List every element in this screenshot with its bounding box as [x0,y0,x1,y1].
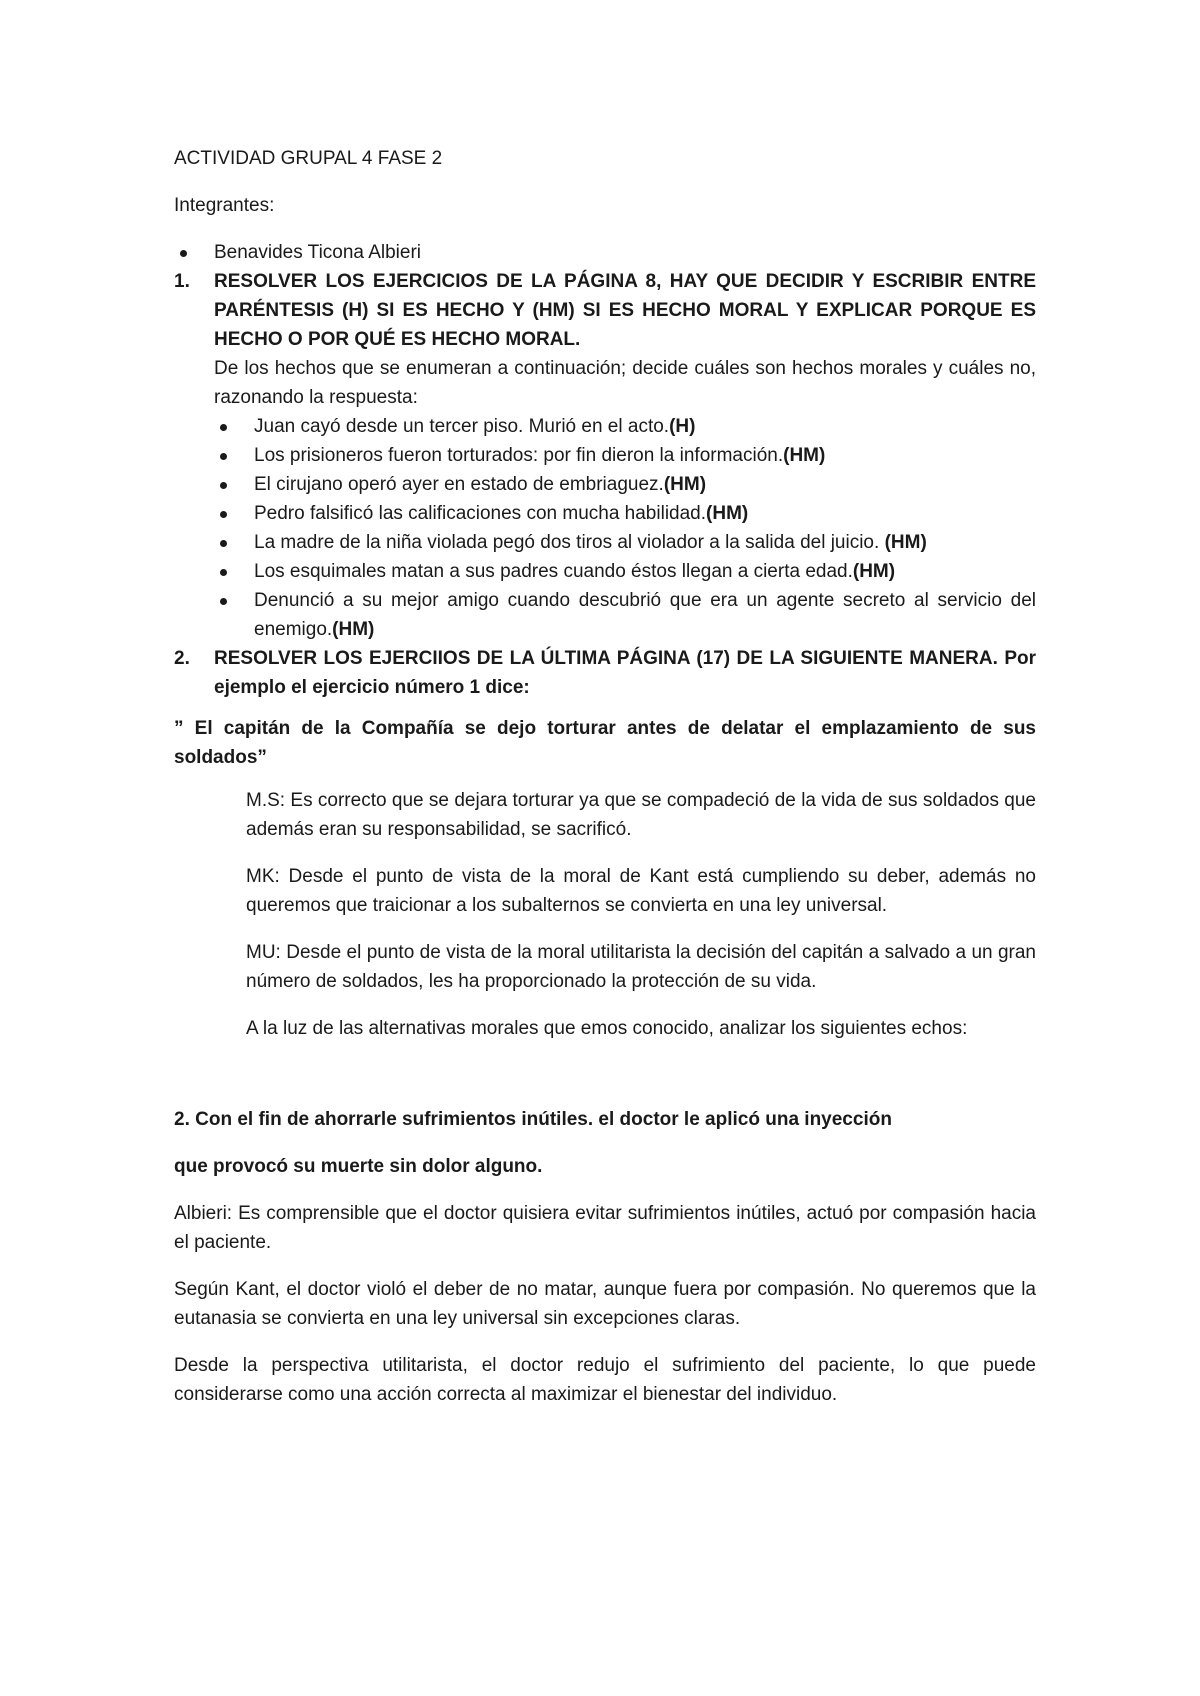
fact-tag: (HM) [852,561,896,582]
bullet-icon [220,424,227,431]
section-2-heading: RESOLVER LOS EJERCIIOS DE LA ÚLTIMA PÁGINA (17) DE LA SIGUIENTE MANERA. Por ejemplo el ejercicio número 1 dice: [214,648,1036,698]
fact-tag: (H) [669,416,696,437]
instruction-text: A la luz de las alternativas morales que emos conocido, analizar los siguientes echos: [246,1018,968,1039]
section-1-number: 1. [174,271,190,292]
answer-mk: MK: Desde el punto de vista de la moral de Kant está cumpliendo su deber, además no queremos que traicionar a los subalternos se convierta en una ley universal. [246,866,1036,916]
fact-text: Los prisioneros fueron torturados: por fin dieron la información. [254,445,784,466]
exercise-2-paragraph: Albieri: Es comprensible que el doctor quisiera evitar sufrimientos inútiles, actuó por compasión hacia el paciente. [174,1203,1036,1253]
fact-text: Pedro falsificó las calificaciones con mucha habilidad. [254,503,707,524]
section-1-heading: RESOLVER LOS EJERCICIOS DE LA PÁGINA 8, HAY QUE DECIDIR Y ESCRIBIR ENTRE PARÉNTESIS (H) SI ES HECHO Y (HM) SI ES HECHO MORAL Y EXPLICAR PORQUE ES HECHO O POR QUÉ ES HECHO MORAL. [214,271,1036,350]
fact-item [214,412,1036,441]
spacer [174,1061,1036,1105]
member-item: Benavides Ticona Albieri [174,238,1036,267]
fact-item [214,499,1036,528]
section-2 [174,644,1036,702]
fact-text: La madre de la niña violada pegó dos tiros al violador a la salida del juicio. [254,532,885,553]
answer-ms: M.S: Es correcto que se dejara torturar ya que se compadeció de la vida de sus soldados que además eran su responsabilidad, se sacrificó. [246,790,1036,840]
fact-item [214,586,1036,644]
document-title: ACTIVIDAD GRUPAL 4 FASE 2 [174,148,443,169]
bullet-icon [220,453,227,460]
document-body [174,144,1036,1427]
section-2-number: 2. [174,648,190,669]
bullet-icon [220,511,227,518]
section-1-intro: De los hechos que se enumeran a continuación; decide cuáles son hechos morales y cuáles no, razonando la respuesta: [214,358,1036,408]
answer-mu: MU: Desde el punto de vista de la moral utilitarista la decisión del capitán a salvado a un gran número de soldados, les ha proporcionado la protección de su vida. [246,942,1036,992]
fact-tag: (HM) [332,619,375,640]
members-list [174,238,1036,267]
fact-tag: (HM) [706,503,749,524]
facts-list [214,412,1036,644]
fact-text: Juan cayó desde un tercer piso. Murió en el acto. [254,416,670,437]
bullet-icon [220,540,227,547]
exercise-2-paragraph: Según Kant, el doctor violó el deber de no matar, aunque fuera por compasión. No queremos que la eutanasia se convierta en una ley universal sin excepciones claras. [174,1279,1036,1329]
fact-tag: (HM) [884,532,927,553]
fact-item [214,441,1036,470]
example-quote: ” El capitán de la Compañía se dejo torturar antes de delatar el emplazamiento de sus soldados” [174,718,1036,768]
bullet-icon [220,598,227,605]
members-label: Integrantes: [174,195,275,216]
fact-text: Los esquimales matan a sus padres cuando éstos llegan a cierta edad. [254,561,853,582]
bullet-icon [220,482,227,489]
fact-item [214,557,1036,586]
exercise-2-paragraph: Desde la perspectiva utilitarista, el doctor redujo el sufrimiento del paciente, lo que puede considerarse como una acción correcta al maximizar el bienestar del individuo. [174,1355,1036,1405]
fact-text: El cirujano operó ayer en estado de embriaguez. [254,474,664,495]
fact-item [214,528,1036,557]
exercise-2-line-1: 2. Con el fin de ahorrarle sufrimientos inútiles. el doctor le aplicó una inyección [174,1109,892,1130]
fact-item [214,470,1036,499]
fact-text: Denunció a su mejor amigo cuando descubrió que era un agente secreto al servicio del enemigo. [254,590,1036,640]
bullet-icon [220,569,227,576]
exercise-2-line-2: que provocó su muerte sin dolor alguno. [174,1156,543,1177]
fact-tag: (HM) [783,445,826,466]
fact-tag: (HM) [663,474,707,495]
section-1 [174,267,1036,644]
